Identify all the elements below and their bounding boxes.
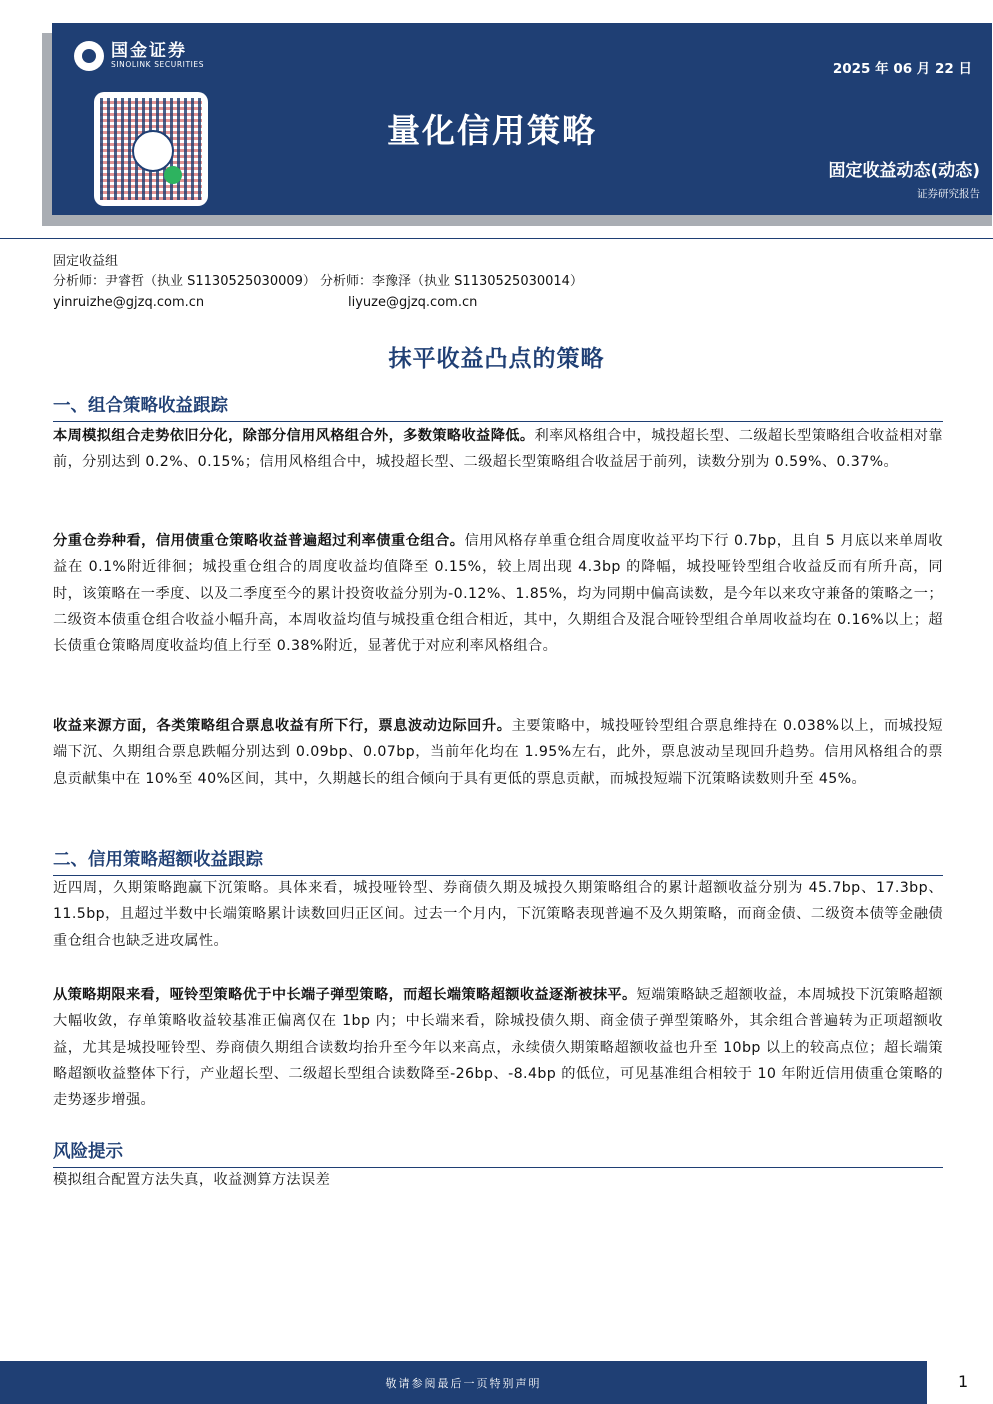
analyst-email-1[interactable]: yinruizhe@gjzq.com.cn [53, 295, 205, 310]
paragraph-body: 短端策略缺乏超额收益，本周城投下沉策略超额大幅收敛，存单策略收益较基准正偏离仅在 1bp 内；中长端来看，除城投债久期、商金债子弹型策略外，其余组合普遍转为正项超额收益，尤其是城投哑铃型、券商债久期组合读数均抬升至今年以来高点，永续债久期策略超额收益也升至 10bp 以上的较高点位；超长端策略超额收益整体下行，产业超长型、二级超长型组合读数降至-26bp、-8.4bp 的低位，可见基准组合相较于 10 年附近信用债重仓策略的走势逐步增强。 [53, 987, 943, 1109]
paragraph [53, 528, 943, 659]
paragraph-body: 信用风格存单重仓组合周度收益平均下行 0.7bp，且自 5 月底以来单周收益在 0.1%附近徘徊；城投重仓组合的周度收益均值降至 0.15%，较上周出现 4.3bp 的降幅，城投哑铃型组合收益反而有所升高，同时，该策略在一季度、以及二季度至今的累计投资收益分别为-0.12%、1.85%，均为同期中偏高读数，是今年以来攻守兼备的策略之一；二级资本债重仓组合收益小幅升高，本周收益均值与城投重仓组合相近，其中，久期组合及混合哑铃型组合单周收益均在 0.16%以上；超长债重仓策略周度收益均值上行至 0.38%附近，显著优于对应利率风格组合。 [53, 533, 944, 655]
brand-logo [74, 41, 204, 71]
paragraph-lead: 本周模拟组合走势依旧分化，除部分信用风格组合外，多数策略收益降低。 [53, 428, 535, 444]
research-group: 固定收益组 [53, 254, 119, 269]
wechat-mini-program-icon [164, 166, 182, 184]
paragraph [53, 713, 943, 792]
report-series: 固定收益动态(动态) [828, 161, 980, 181]
qr-code [94, 92, 208, 206]
disclaimer-note: 敬请参阅最后一页特别声明 [385, 1377, 542, 1390]
analysts-line: 分析师：尹睿哲（执业 S1130525030009） 分析师：李豫泽（执业 S1130525030014） [53, 274, 583, 289]
brand-name-en: SINOLINK SECURITIES [111, 60, 205, 69]
paragraph-lead: 从策略期限来看，哑铃型策略优于中长端子弹型策略，而超长端策略超额收益逐渐被抹平。 [53, 987, 637, 1003]
brand-name: 国金证券 [111, 41, 187, 61]
logo-icon [74, 41, 104, 71]
paragraph [53, 982, 943, 1113]
paragraph-body: 利率风格组合中，城投超长型、二级超长型策略组合收益相对靠前，分别达到 0.2%、0.15%；信用风格组合中，城投超长型、二级超长型策略组合收益居于前列，读数分别为 0.59%、0.37%。 [53, 428, 944, 471]
document-title: 抹平收益凸点的策略 [388, 346, 605, 372]
header-divider [0, 238, 993, 239]
analyst-email-2[interactable]: liyuze@gjzq.com.cn [348, 295, 478, 310]
paragraph [53, 875, 943, 954]
section-heading-text: 一、组合策略收益跟踪 [53, 396, 228, 416]
paragraph-body: 主要策略中，城投哑铃型组合票息维持在 0.038%以上，而城投短端下沉、久期组合票息跌幅分别达到 0.09bp、0.07bp，当前年化均在 1.95%左右，此外，票息波动呈现回升趋势。信用风格组合的票息贡献集中在 10%至 40%区间，其中，久期越长的组合倾向于具有更低的票息贡献，而城投短端下沉策略读数则升至 45%。 [53, 718, 943, 787]
section-heading-1 [53, 394, 943, 422]
page-number: 1 [958, 1372, 969, 1391]
section-heading-text: 风险提示 [53, 1142, 123, 1162]
paragraph-body: 模拟组合配置方法失真，收益测算方法误差 [53, 1172, 331, 1188]
paragraph-lead: 分重仓券种看，信用债重仓策略收益普遍超过利率债重仓组合。 [53, 533, 465, 549]
paragraph [53, 1167, 943, 1193]
report-header [52, 23, 992, 215]
paragraph [53, 423, 943, 476]
footer-bar [0, 1361, 927, 1404]
paragraph-body: 近四周，久期策略跑赢下沉策略。具体来看，城投哑铃型、券商债久期及城投久期策略组合的累计超额收益分别为 45.7bp、17.3bp、11.5bp，且超过半数中长端策略累计读数回归正区间。过去一个月内，下沉策略表现普遍不及久期策略，而商金债、二级资本债等金融债重仓组合也缺乏进攻属性。 [53, 880, 943, 949]
paragraph-lead: 收益来源方面，各类策略组合票息收益有所下行，票息波动边际回升。 [53, 718, 512, 734]
section-heading-risk [53, 1140, 943, 1168]
report-type: 证券研究报告 [917, 188, 980, 200]
qr-center-logo [132, 130, 174, 172]
section-heading-text: 二、信用策略超额收益跟踪 [53, 850, 263, 870]
report-date: 2025 年 06 月 22 日 [832, 61, 972, 77]
section-heading-2 [53, 848, 943, 876]
report-title: 量化信用策略 [387, 111, 597, 150]
